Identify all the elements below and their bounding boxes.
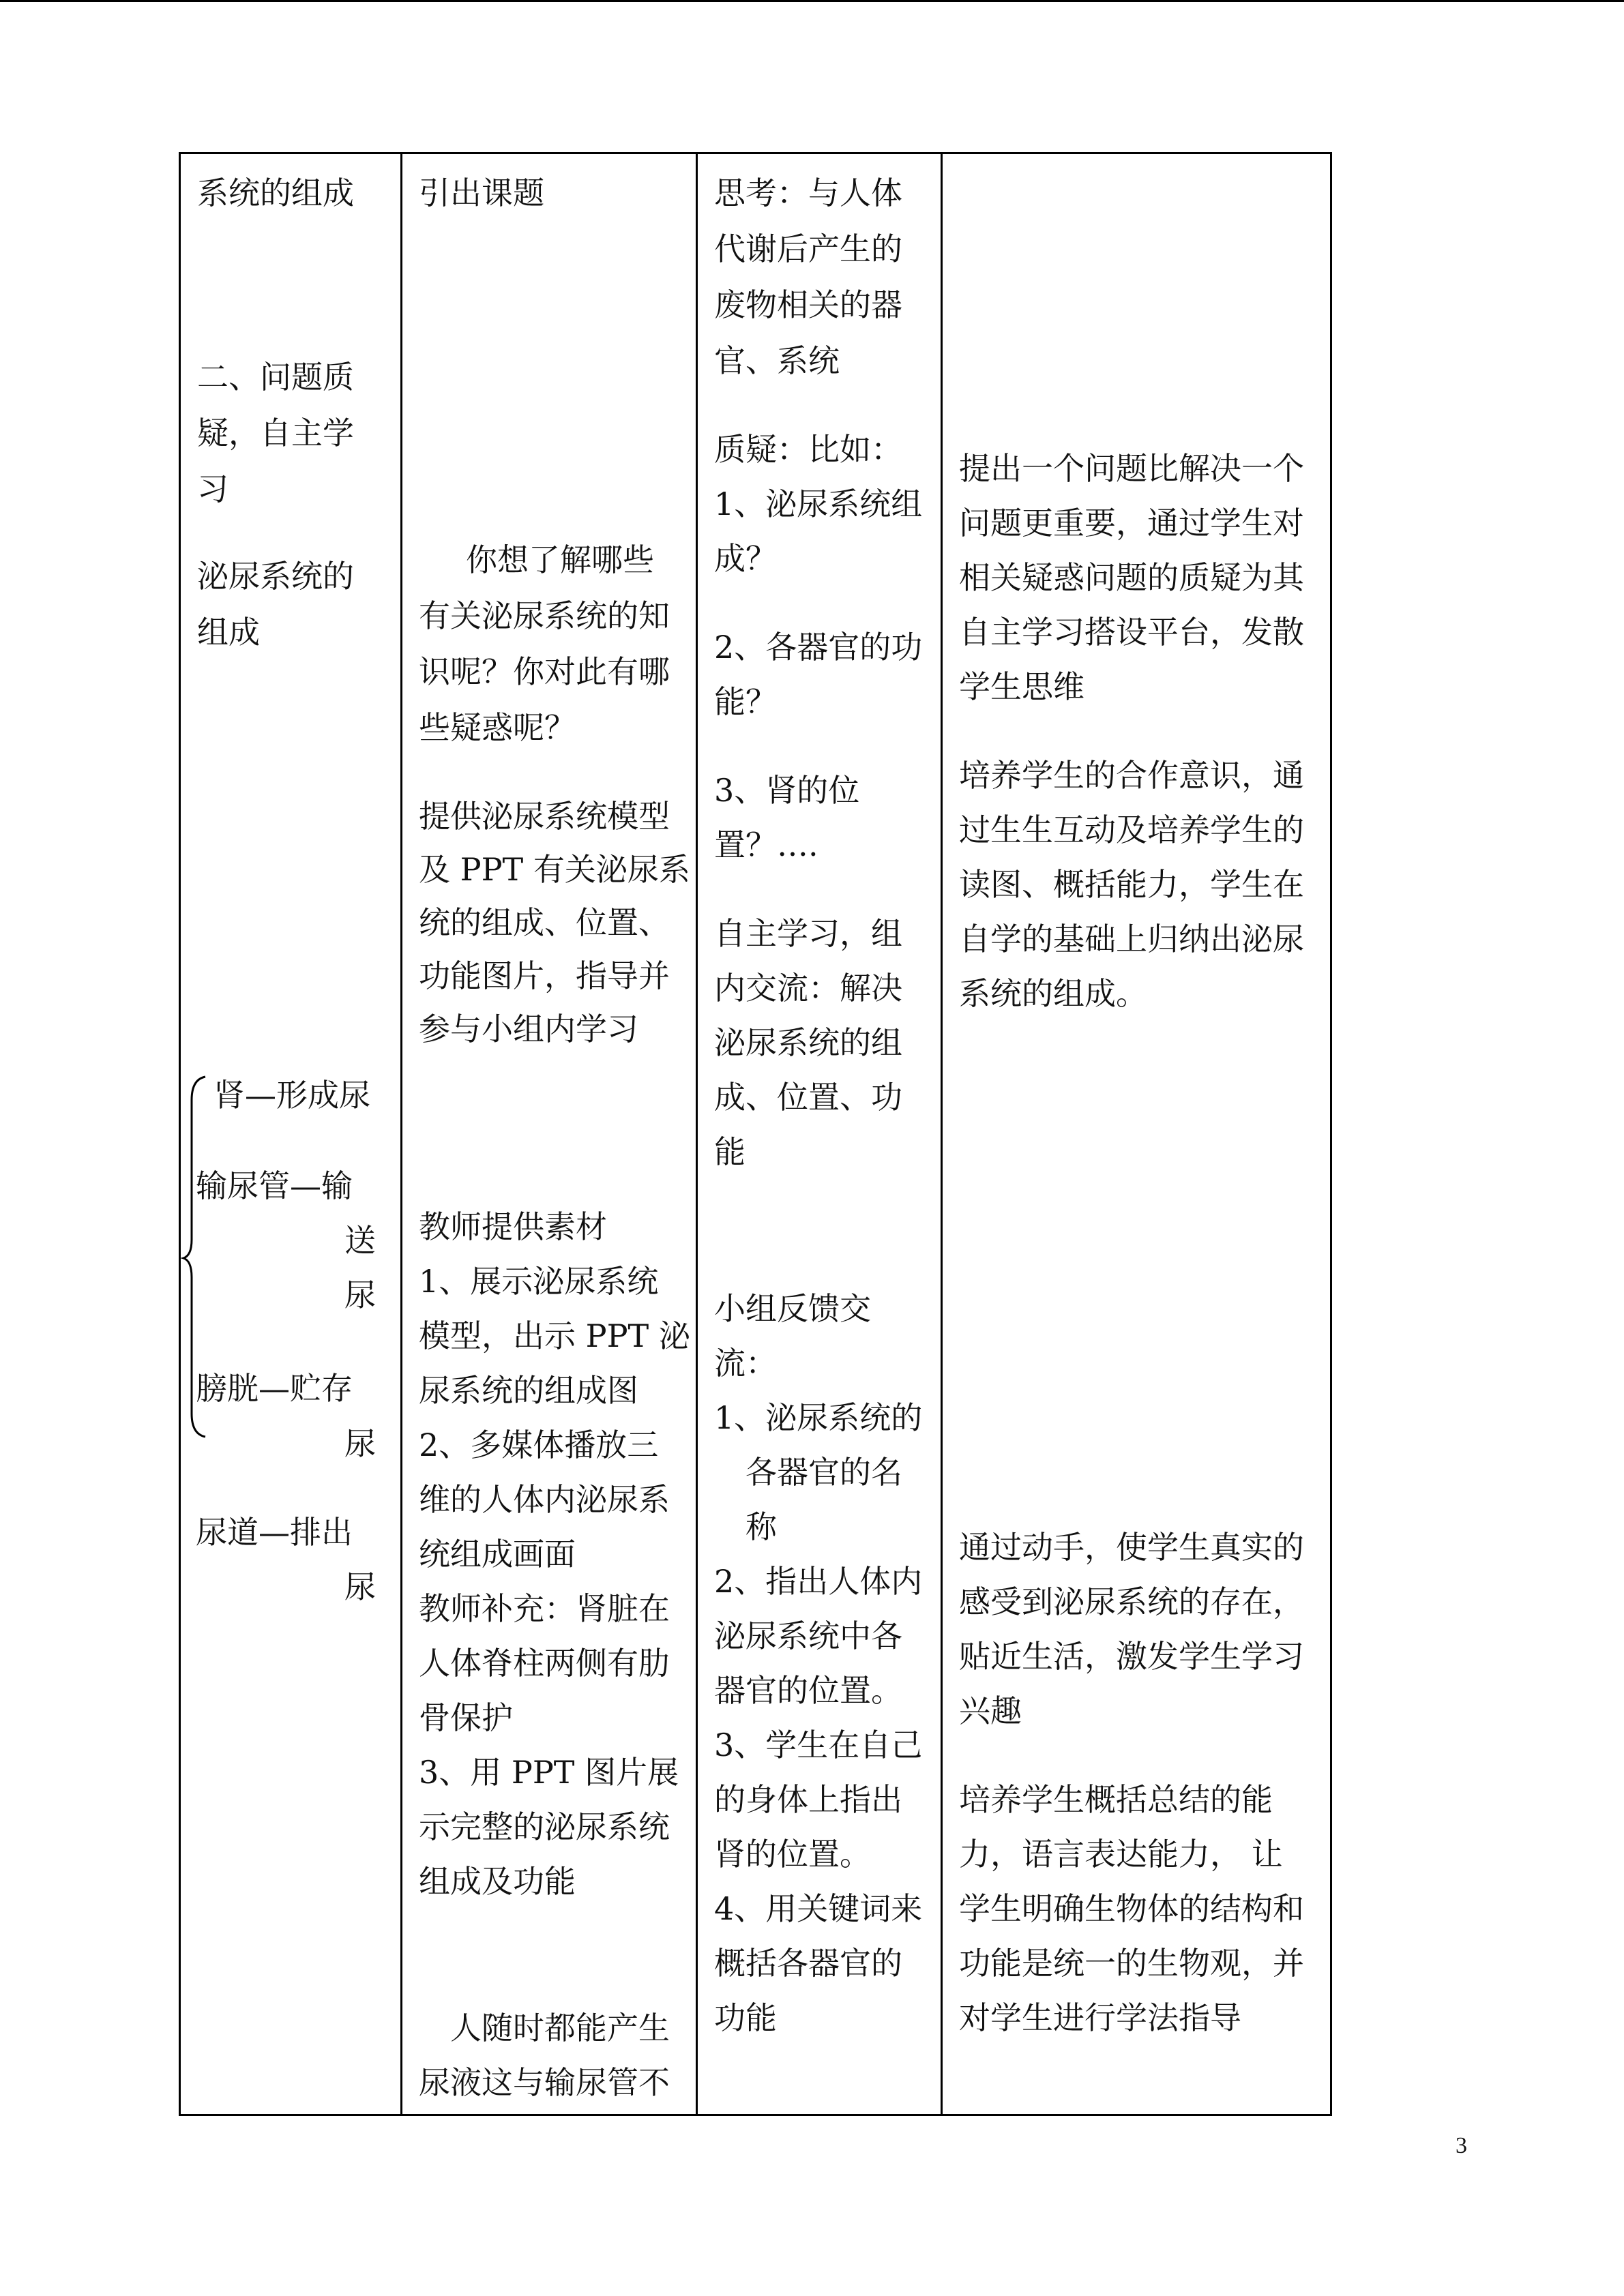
student-line: 3、学生在自己	[714, 1727, 923, 1763]
student-line: 器官的位置。	[714, 1672, 902, 1709]
intent-line: 提出一个问题比解决一个	[959, 450, 1304, 487]
organ-kidney: 肾—形成尿	[213, 1077, 370, 1114]
intent-line: 自主学习搭设平台，发散	[959, 614, 1304, 651]
teacher-line: 你想了解哪些	[466, 541, 654, 578]
intent-line: 培养学生的合作意识，通	[959, 757, 1304, 794]
intent-line: 贴近生活，激发学生学习	[959, 1638, 1304, 1675]
organ-urethra-cont: 尿	[344, 1568, 376, 1605]
intent-line: 培养学生概括总结的能	[959, 1781, 1273, 1818]
student-line: 4、用关键词来	[714, 1890, 923, 1927]
student-line: 3、肾的位	[714, 772, 860, 809]
student-line: 质疑：比如：	[714, 431, 902, 468]
student-line: 代谢后产生的	[714, 230, 902, 267]
teacher-line: 3、用 PPT 图片展	[419, 1754, 679, 1791]
student-line: 内交流：解决	[714, 970, 902, 1007]
teacher-line: 功能图片，指导并	[419, 957, 670, 994]
teacher-line: 组成及功能	[419, 1863, 576, 1900]
intent-line: 问题更重要，通过学生对	[959, 505, 1304, 541]
teacher-line: 引出课题	[419, 175, 544, 211]
student-line: 思考：与人体	[714, 175, 902, 211]
student-line: 称	[745, 1508, 777, 1545]
student-line: 概括各器官的	[714, 1945, 902, 1982]
intent-line: 学生思维	[959, 668, 1084, 705]
organ-ureter-cont: 送	[344, 1222, 376, 1259]
organ-urethra: 尿道—排出	[196, 1514, 353, 1551]
student-line: 小组反馈交	[714, 1290, 871, 1327]
teacher-line: 示完整的泌尿系统	[419, 1808, 670, 1845]
intent-line: 自学的基础上归纳出泌尿	[959, 921, 1304, 957]
content-line: 疑，自主学	[197, 415, 354, 451]
teacher-line: 教师提供素材	[419, 1208, 607, 1245]
content-line: 组成	[197, 614, 260, 651]
student-line: 2、指出人体内	[714, 1563, 923, 1600]
student-line: 1、泌尿系统的	[714, 1399, 923, 1436]
intent-line: 功能是统一的生物观，并	[959, 1945, 1304, 1982]
intent-line: 对学生进行学法指导	[959, 1999, 1241, 2036]
teacher-line: 人体脊柱两侧有肋	[419, 1645, 670, 1682]
organ-ureter: 输尿管—输	[196, 1167, 353, 1204]
intent-line: 读图、概括能力，学生在	[959, 866, 1304, 903]
teacher-line: 尿液这与输尿管不	[419, 2064, 670, 2101]
student-line: 泌尿系统中各	[714, 1617, 902, 1654]
student-line: 官、系统	[714, 342, 840, 379]
teacher-line: 有关泌尿系统的知	[419, 597, 670, 634]
teacher-line: 识呢？你对此有哪	[419, 653, 670, 690]
content-line: 习	[197, 471, 228, 507]
teacher-line: 骨保护	[419, 1699, 513, 1736]
student-line: 成？	[714, 540, 777, 577]
teacher-line: 1、展示泌尿系统	[419, 1263, 659, 1300]
intent-line: 通过动手，使学生真实的	[959, 1529, 1304, 1566]
teacher-line: 尿系统的组成图	[419, 1372, 638, 1409]
teacher-line: 提供泌尿系统模型	[419, 798, 670, 835]
intent-line: 感受到泌尿系统的存在，	[959, 1583, 1304, 1620]
student-line: 2、各器官的功	[714, 629, 923, 666]
intent-line: 力，语言表达能力， 让	[959, 1836, 1283, 1873]
teacher-line: 些疑惑呢？	[419, 709, 576, 746]
student-line: 各器官的名	[745, 1454, 902, 1491]
student-line: 能	[714, 1133, 745, 1170]
intent-column	[943, 154, 1330, 2114]
teacher-line: 人随时都能产生	[450, 2010, 670, 2046]
intent-line: 系统的组成。	[959, 975, 1147, 1012]
student-line: 能？	[714, 683, 777, 720]
student-line: 废物相关的器	[714, 286, 902, 323]
organ-bladder-cont: 尿	[344, 1425, 376, 1462]
student-line: 泌尿系统的组	[714, 1024, 902, 1061]
teacher-line: 模型，出示 PPT 泌	[419, 1317, 690, 1354]
content-line: 二、问题质	[197, 359, 354, 396]
student-line: 1、泌尿系统组	[714, 486, 923, 522]
teacher-column	[402, 154, 696, 2114]
student-column	[698, 154, 941, 2114]
intent-line: 过生生互动及培养学生的	[959, 811, 1304, 848]
content-line: 泌尿系统的	[197, 558, 354, 595]
page-number: 3	[1456, 2133, 1467, 2158]
student-line: 肾的位置。	[714, 1836, 871, 1873]
teacher-line: 及 PPT 有关泌尿系	[419, 851, 690, 888]
lesson-table	[179, 152, 1332, 2116]
student-line: 自主学习，组	[714, 915, 902, 952]
organ-bladder: 膀胱—贮存	[196, 1370, 353, 1407]
organ-ureter-cont: 尿	[344, 1277, 376, 1313]
student-line: 的身体上指出	[714, 1781, 902, 1818]
student-line: 置？….	[714, 826, 818, 863]
student-line: 功能	[714, 1999, 777, 2036]
intent-line: 学生明确生物体的结构和	[959, 1890, 1304, 1927]
teacher-line: 教师补充：肾脏在	[419, 1590, 670, 1627]
teacher-line: 统的组成、位置、	[419, 904, 670, 941]
page-top-edge	[0, 0, 1624, 2]
teacher-line: 参与小组内学习	[419, 1011, 638, 1047]
teacher-line: 统组成画面	[419, 1536, 576, 1572]
student-line: 流：	[714, 1345, 777, 1382]
teacher-line: 2、多媒体播放三	[419, 1427, 659, 1463]
intent-line: 相关疑惑问题的质疑为其	[959, 559, 1304, 596]
student-line: 成、位置、功	[714, 1079, 902, 1116]
content-line: 系统的组成	[197, 175, 354, 211]
intent-line: 兴趣	[959, 1693, 1022, 1729]
content-column	[181, 154, 400, 2114]
teacher-line: 维的人体内泌尿系	[419, 1481, 670, 1518]
